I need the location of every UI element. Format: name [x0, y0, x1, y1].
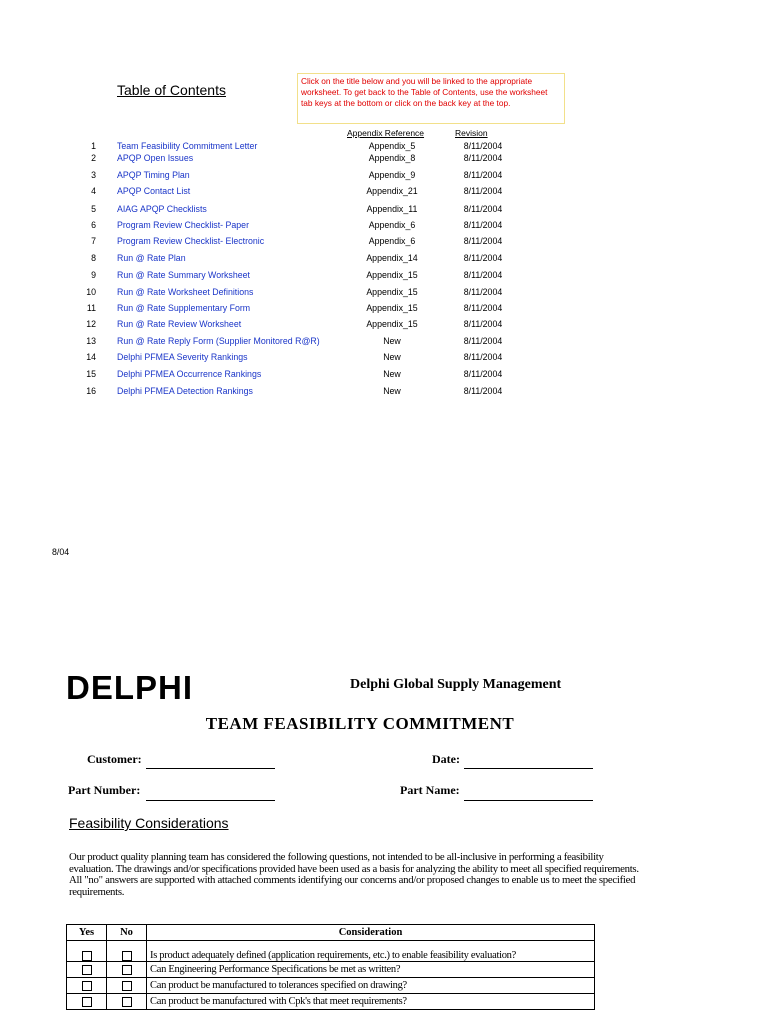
toc-row: [0, 204, 768, 218]
toc-link[interactable]: Run @ Rate Reply Form (Supplier Monitored R@R): [117, 336, 320, 346]
toc-row: [0, 170, 768, 184]
toc-row: [0, 270, 768, 284]
consideration-column-header: Consideration: [147, 925, 595, 941]
toc-appendix-ref: Appendix_6: [368, 236, 416, 246]
intro-paragraph: Our product quality planning team has considered the following questions, not intended to be all-inclusive in performing a feasibility evaluation. The drawings and/or specifications provided have been used as a basis for analyzing the ability to meet all specified requirements. All "no" answers are supported with attached comments identifying our concerns and/or proposed changes to enable us to meet the specified requirements.: [69, 851, 639, 898]
toc-row: [0, 236, 768, 250]
no-checkbox[interactable]: [122, 997, 132, 1007]
toc-link[interactable]: Run @ Rate Plan: [117, 253, 186, 263]
toc-row-number: 14: [86, 352, 96, 362]
toc-appendix-ref: Appendix_15: [366, 270, 418, 280]
no-checkbox-cell: [107, 994, 147, 1010]
consideration-question: Can product be manufactured with Cpk's that meet requirements?: [147, 994, 595, 1010]
toc-link[interactable]: Run @ Rate Supplementary Form: [117, 303, 251, 313]
toc-appendix-ref: Appendix_6: [368, 220, 416, 230]
toc-link[interactable]: Program Review Checklist- Electronic: [117, 236, 265, 246]
toc-row: [0, 220, 768, 234]
part-number-label: Part Number:: [68, 783, 141, 797]
customer-label: Customer:: [87, 752, 142, 766]
toc-appendix-ref: Appendix_21: [366, 186, 418, 196]
no-column-header: No: [107, 925, 147, 941]
toc-link[interactable]: Run @ Rate Summary Worksheet: [117, 270, 250, 280]
toc-appendix-ref: Appendix_9: [368, 170, 416, 180]
yes-checkbox[interactable]: [82, 951, 92, 961]
toc-row-number: 2: [91, 153, 96, 163]
toc-revision-date: 8/11/2004: [463, 386, 503, 396]
toc-revision-date: 8/11/2004: [463, 153, 503, 163]
toc-revision-date: 8/11/2004: [463, 287, 503, 297]
toc-appendix-ref: Appendix_15: [366, 303, 418, 313]
toc-title: Table of Contents: [117, 82, 226, 98]
toc-appendix-ref: Appendix_8: [368, 153, 416, 163]
part-name-field[interactable]: [464, 800, 593, 801]
toc-row-number: 12: [86, 319, 96, 329]
team-feasibility-title: TEAM FEASIBILITY COMMITMENT: [205, 714, 515, 733]
no-checkbox-cell: [107, 941, 147, 962]
toc-revision-date: 8/11/2004: [463, 253, 503, 263]
toc-row-number: 7: [91, 236, 96, 246]
date-label: Date:: [432, 752, 460, 766]
no-checkbox-cell: [107, 962, 147, 978]
toc-row-number: 5: [91, 204, 96, 214]
delphi-logo: [66, 668, 216, 708]
toc-row-number: 10: [86, 287, 96, 297]
toc-link[interactable]: Run @ Rate Review Worksheet: [117, 319, 242, 329]
toc-revision-date: 8/11/2004: [463, 352, 503, 362]
instruction-note: Click on the title below and you will be linked to the appropriate worksheet. To get back to the Table of Contents, use the worksheet tab keys at the bottom or click on the back key at the top.: [297, 73, 565, 124]
toc-revision-date: 8/11/2004: [463, 336, 503, 346]
toc-appendix-ref: New: [383, 386, 401, 396]
toc-row-number: 16: [86, 386, 96, 396]
toc-revision-date: 8/11/2004: [463, 303, 503, 313]
toc-revision-date: 8/11/2004: [463, 186, 503, 196]
consideration-row: [67, 962, 595, 978]
toc-row: [0, 253, 768, 267]
toc-link[interactable]: Team Feasibility Commitment Letter: [117, 141, 258, 151]
yes-checkbox-cell: [67, 994, 107, 1010]
toc-appendix-ref: Appendix_14: [366, 253, 418, 263]
toc-row: [0, 319, 768, 333]
toc-row-number: 6: [91, 220, 96, 230]
toc-link[interactable]: Delphi PFMEA Detection Rankings: [117, 386, 253, 396]
toc-row-number: 3: [91, 170, 96, 180]
consideration-table: [66, 924, 595, 1010]
part-number-field[interactable]: [146, 800, 275, 801]
toc-row-number: 4: [91, 186, 96, 196]
yes-checkbox[interactable]: [82, 997, 92, 1007]
toc-revision-date: 8/11/2004: [463, 369, 503, 379]
toc-row: [0, 303, 768, 317]
toc-row-number: 8: [91, 253, 96, 263]
toc-revision-date: 8/11/2004: [463, 220, 503, 230]
toc-appendix-ref: New: [383, 369, 401, 379]
toc-link[interactable]: APQP Timing Plan: [117, 170, 190, 180]
toc-appendix-ref: Appendix_5: [368, 141, 416, 151]
no-checkbox[interactable]: [122, 965, 132, 975]
toc-revision-date: 8/11/2004: [463, 319, 503, 329]
yes-checkbox-cell: [67, 962, 107, 978]
toc-appendix-ref: Appendix_15: [366, 319, 418, 329]
toc-row: [0, 287, 768, 301]
toc-row: [0, 336, 768, 350]
toc-revision-date: 8/11/2004: [463, 170, 503, 180]
no-checkbox[interactable]: [122, 951, 132, 961]
consideration-row: [67, 994, 595, 1010]
consideration-row: [67, 978, 595, 994]
yes-column-header: Yes: [67, 925, 107, 941]
toc-appendix-ref: Appendix_11: [366, 204, 418, 214]
toc-row: [0, 352, 768, 366]
appendix-reference-header: Appendix Reference: [347, 128, 425, 138]
toc-row-number: 1: [91, 141, 96, 151]
toc-appendix-ref: Appendix_15: [366, 287, 418, 297]
toc-row-number: 15: [86, 369, 96, 379]
delphi-logo-text: DELPHI: [66, 669, 194, 706]
yes-checkbox-cell: [67, 941, 107, 962]
global-supply-management-title: Delphi Global Supply Management: [350, 677, 562, 692]
revision-header: Revision: [455, 128, 488, 138]
toc-link[interactable]: Program Review Checklist- Paper: [117, 220, 249, 230]
feasibility-considerations-title: Feasibility Considerations: [69, 815, 229, 831]
toc-appendix-ref: New: [383, 352, 401, 362]
toc-row-number: 11: [86, 303, 96, 313]
yes-checkbox[interactable]: [82, 981, 92, 991]
toc-revision-date: 8/11/2004: [463, 236, 503, 246]
yes-checkbox[interactable]: [82, 965, 92, 975]
toc-link[interactable]: Delphi PFMEA Severity Rankings: [117, 352, 248, 362]
toc-link[interactable]: AIAG APQP Checklists: [117, 204, 207, 214]
consideration-question: Can product be manufactured to tolerances specified on drawing?: [147, 978, 595, 994]
toc-link[interactable]: Run @ Rate Worksheet Definitions: [117, 287, 254, 297]
consideration-question: Can Engineering Performance Specifications be met as written?: [147, 962, 595, 978]
consideration-question: Is product adequately defined (application requirements, etc.) to enable feasibility evaluation?: [147, 941, 595, 962]
toc-row-number: 9: [91, 270, 96, 280]
toc-row: [0, 153, 768, 167]
toc-revision-date: 8/11/2004: [463, 204, 503, 214]
toc-revision-date: 8/11/2004: [463, 270, 503, 280]
toc-revision-date: 8/11/2004: [463, 141, 503, 151]
part-name-label: Part Name:: [400, 783, 460, 797]
no-checkbox[interactable]: [122, 981, 132, 991]
consideration-row: [67, 941, 595, 962]
toc-row: [0, 186, 768, 200]
toc-link[interactable]: Delphi PFMEA Occurrence Rankings: [117, 369, 262, 379]
toc-row-number: 13: [86, 336, 96, 346]
date-field[interactable]: [464, 768, 593, 769]
footer-date: 8/04: [52, 547, 70, 557]
toc-link[interactable]: APQP Open Issues: [117, 153, 194, 163]
toc-link[interactable]: APQP Contact List: [117, 186, 191, 196]
no-checkbox-cell: [107, 978, 147, 994]
toc-row: [0, 369, 768, 383]
yes-checkbox-cell: [67, 978, 107, 994]
toc-appendix-ref: New: [383, 336, 401, 346]
toc-row: [0, 386, 768, 400]
customer-field[interactable]: [146, 768, 275, 769]
